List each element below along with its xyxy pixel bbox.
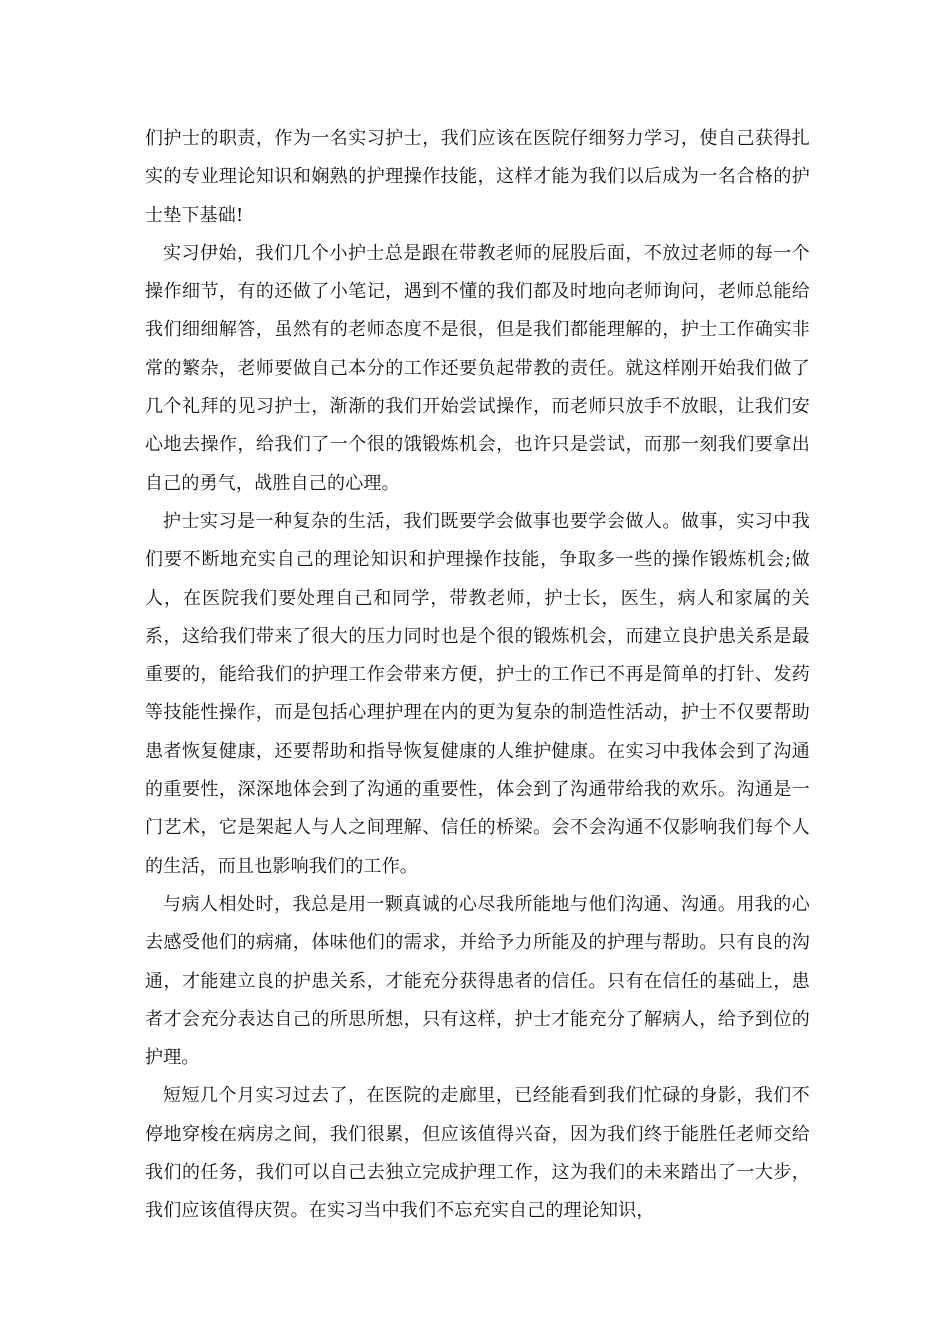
paragraph-continuation: 们护士的职责，作为一名实习护士，我们应该在医院仔细努力学习，使自己获得扎实的专业理论知识和娴熟的护理操作技能，这样才能为我们以后成为一名合格的护士垫下基础! [145, 128, 810, 226]
paragraph-patient-communication: 与病人相处时，我总是用一颗真诚的心尽我所能地与他们沟通、沟通。用我的心去感受他们的病痛，体味他们的需求，并给予力所能及的护理与帮助。只有良的沟通，才能建立良的护患关系，才能充分获得患者的信任。只有在信任的基础上，患者才会充分表达自己的所思所想，只有这样，护士才能充分了解病人，给予到位的护理。 [145, 893, 810, 1069]
paragraph-internship-start: 实习伊始，我们几个小护士总是跟在带教老师的屁股后面，不放过老师的每一个操作细节，有的还做了小笔记，遇到不懂的我们都及时地向老师询问，老师总能给我们细细解答，虽然有的老师态度不是很，但是我们都能理解的，护士工作确实非常的繁杂，老师要做自己本分的工作还要负起带教的责任。就这样刚开始我们做了几个礼拜的见习护士，渐渐的我们开始尝试操作，而老师只放手不放眼，让我们安心地去操作，给我们了一个很的饿锻炼机会，也许只是尝试，而那一刻我们要拿出自己的勇气，战胜自己的心理。 [145, 242, 810, 494]
paragraph-months-passed: 短短几个月实习过去了，在医院的走廊里，已经能看到我们忙碌的身影，我们不停地穿梭在病房之间，我们很累，但应该值得兴奋，因为我们终于能胜任老师交给我们的任务，我们可以自己去独立完成护理工作，这为我们的未来踏出了一大步，我们应该值得庆贺。在实习当中我们不忘充实自己的理论知识， [145, 1085, 810, 1222]
paragraph-complex-life: 护士实习是一种复杂的生活，我们既要学会做事也要学会做人。做事，实习中我们要不断地充实自己的理论知识和护理操作技能，争取多一些的操作锻炼机会;做人，在医院我们要处理自己和同学，带教老师，护士长，医生，病人和家属的关系，这给我们带来了很大的压力同时也是个很的锻炼机会，而建立良护患关系是最重要的，能给我们的护理工作会带来方便，护士的工作已不再是简单的打针、发药等技能性操作，而是包括心理护理在内的更为复杂的制造性活动，护士不仅要帮助患者恢复健康，还要帮助和指导恢复健康的人维护健康。在实习中我体会到了沟通的重要性，深深地体会到了沟通的重要性，体会到了沟通带给我的欢乐。沟通是一门艺术，它是架起人与人之间理解、信任的桥梁。会不会沟通不仅影响我们每个人的生活，而且也影响我们的工作。 [145, 510, 810, 877]
document-body [145, 120, 810, 1231]
